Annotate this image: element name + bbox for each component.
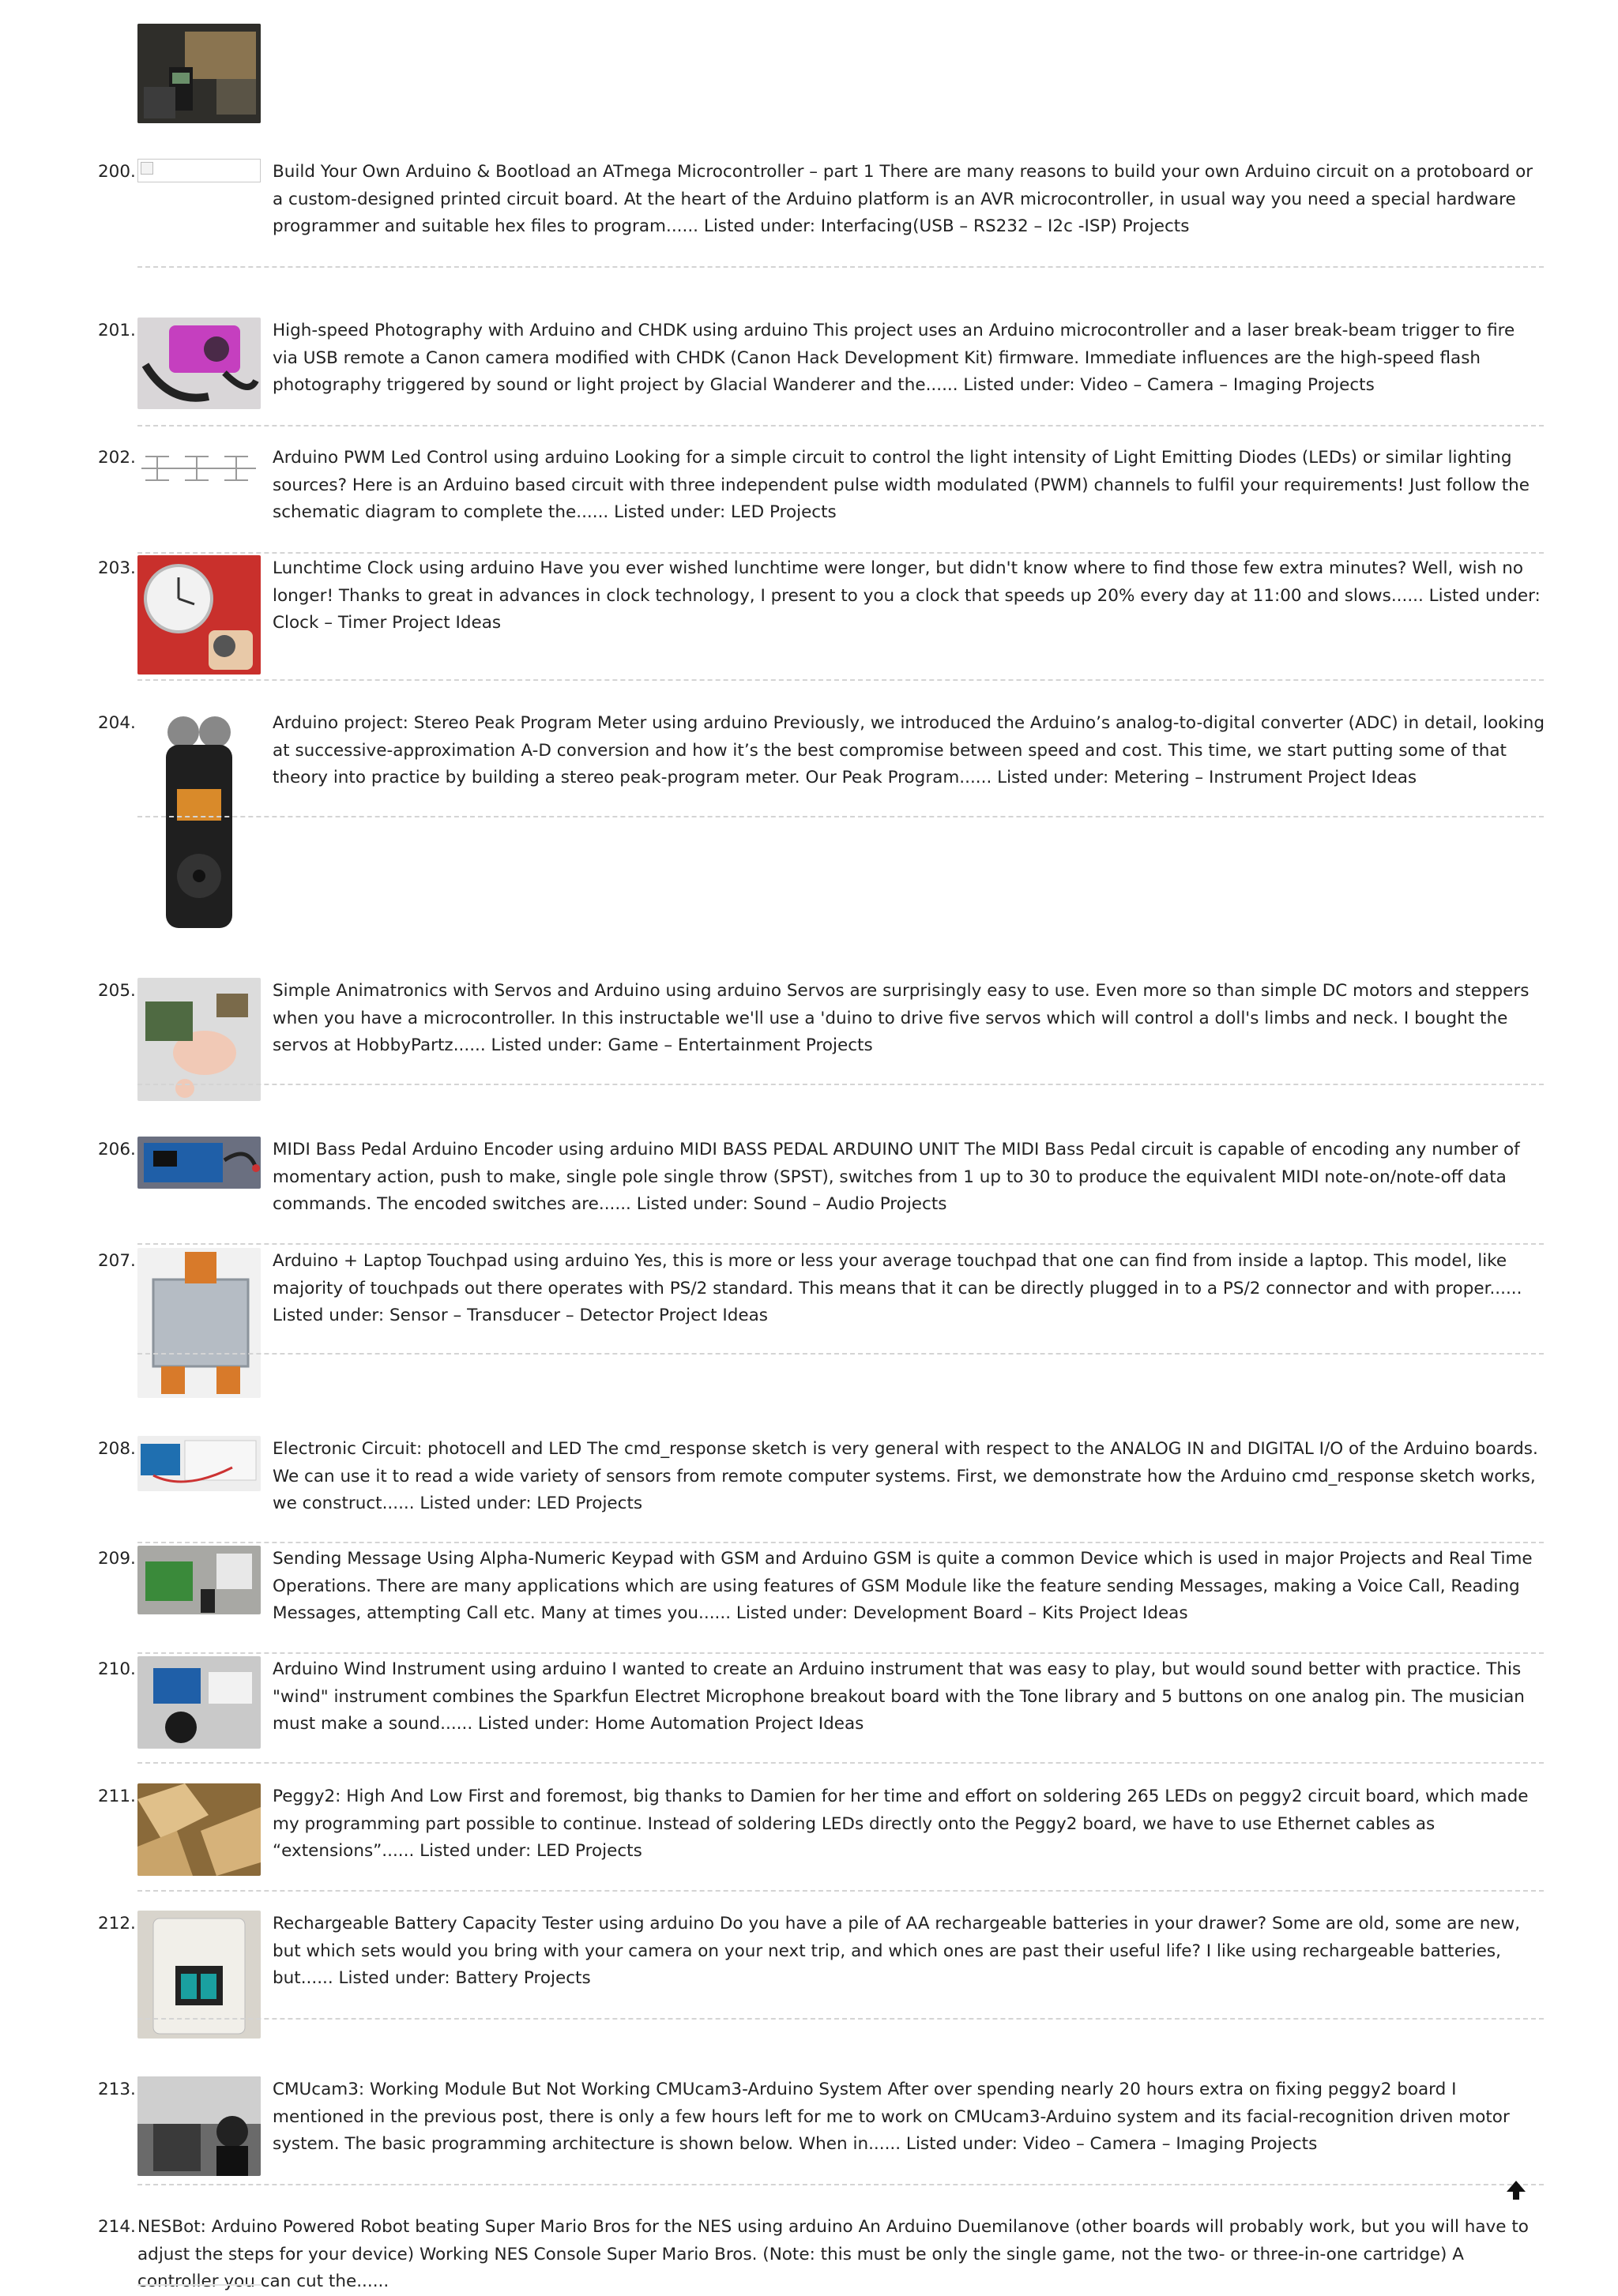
item-number: 203. xyxy=(98,558,136,578)
divider xyxy=(137,266,1544,268)
item-number: 200. xyxy=(98,162,136,182)
item-number: 204. xyxy=(98,713,136,733)
item-description[interactable]: MIDI Bass Pedal Arduino Encoder using arduino MIDI BASS PEDAL ARDUINO UNIT The MIDI Bass Pedal circuit is capable of encoding any number of momentary action, push to make, single pole single throw (SPST), switches from 1 up to 30 to produce the equivalent MIDI note-on/note-off data commands. The encoded switches are...... Listed under: Sound – Audio Projects xyxy=(273,1140,1520,1214)
divider xyxy=(137,2284,261,2286)
divider xyxy=(137,1652,1544,1654)
divider xyxy=(137,1243,1544,1245)
divider xyxy=(137,679,1544,681)
divider xyxy=(137,1890,1544,1892)
item-description[interactable]: Rechargeable Battery Capacity Tester using arduino Do you have a pile of AA rechargeable batteries in your drawer? Some are old, some are new, but which sets would you bring with your camera on your next trip, and which ones are past their useful life? I like using rechargeable batteries, but...... Listed under: Battery Projects xyxy=(273,1914,1521,1988)
divider xyxy=(137,1353,1544,1355)
item-number: 212. xyxy=(98,1914,136,1933)
arrow-up-icon xyxy=(1503,2178,1529,2203)
project-thumbnail[interactable] xyxy=(137,1137,261,1189)
item-description[interactable]: Sending Message Using Alpha-Numeric Keypad with GSM and Arduino GSM is quite a common Device which is used in major Projects and Real Time Operations. There are many applications which are using features of GSM Module like the feature sending Messages, making a Voice Call, Reading Messages, attempting Call etc. Many at times you...... Listed under: Development Board – Kits Project Ideas xyxy=(273,1549,1533,1623)
project-thumbnail[interactable] xyxy=(137,1656,261,1749)
item-description[interactable]: Simple Animatronics with Servos and Arduino using arduino Servos are surprisingly easy to use. Even more so than simple DC motors and steppers when you have a microcontroller. In this instructable we'll use a 'duino to drive five servos which will control a doll's limbs and neck. I bought the servos at HobbyPartz...... Listed under: Game – Entertainment Projects xyxy=(273,981,1530,1055)
item-description[interactable]: CMUcam3: Working Module But Not Working CMUcam3-Arduino System After over spending nearly 20 hours extra on fixing peggy2 board I mentioned in the previous post, there is only a few hours left for me to work on CMUcam3-Arduino system and its facial-recognition driven motor system. The basic programming architecture is shown below. When in...... Listed under: Video – Camera – Imaging Projects xyxy=(273,2080,1510,2154)
back-to-top-button[interactable] xyxy=(1503,2178,1529,2203)
item-description[interactable]: Arduino project: Stereo Peak Program Meter using arduino Previously, we introduced the Arduino’s analog-to-digital converter (ADC) in detail, looking at successive-approximation A-D conversion and how it’s the best compromise between speed and cost. This time, we start putting some of that theory into practice by building a stereo peak-program meter. Our Peak Program...... Listed under: Metering – Instrument Project Ideas xyxy=(273,713,1545,787)
project-thumbnail[interactable] xyxy=(137,710,261,931)
item-number: 214. xyxy=(98,2217,136,2237)
divider xyxy=(137,2018,1544,2020)
item-number: 210. xyxy=(98,1659,136,1679)
divider xyxy=(137,425,1544,427)
project-thumbnail[interactable] xyxy=(137,978,261,1101)
item-number: 208. xyxy=(98,1439,136,1459)
item-number: 207. xyxy=(98,1251,136,1271)
item-description[interactable]: Arduino Wind Instrument using arduino I wanted to create an Arduino instrument that was easy to play, but would sound better with practice. This "wind" instrument combines the Sparkfun Electret Microphone breakout board with the Tone library and 5 buttons on one analog pin. The musician must make a sound...... Listed under: Home Automation Project Ideas xyxy=(273,1659,1525,1734)
project-thumbnail[interactable] xyxy=(137,1783,261,1876)
item-number: 211. xyxy=(98,1787,136,1806)
item-description[interactable]: NESBot: Arduino Powered Robot beating Super Mario Bros for the NES using arduino An Arduino Duemilanove (other boards will probably work, but you will have to adjust the steps for your device) Working NES Console Super Mario Bros. (Note: this must be only the single game, not the two- or three-in-one cartridge) A controller you can cut the...... xyxy=(137,2217,1529,2291)
divider xyxy=(137,2184,1544,2185)
item-description[interactable]: Arduino + Laptop Touchpad using arduino Yes, this is more or less your average touchpad that one can find from inside a laptop. This model, like majority of touchpads out there operates with PS/2 standard. This means that it can be directly plugged in to a PS/2 connector and with proper...... Listed under: Sensor – Transducer – Detector Project Ideas xyxy=(273,1251,1522,1325)
broken-thumbnail-image[interactable] xyxy=(137,159,261,182)
project-thumbnail[interactable] xyxy=(137,24,261,123)
item-description[interactable]: Peggy2: High And Low First and foremost, big thanks to Damien for her time and effort on soldering 265 LEDs on peggy2 circuit board, which made my programming part possible to continue. Instead of soldering LEDs directly onto the Peggy2 board, we have to use Ethernet cables as “extensions”...... Listed under: LED Projects xyxy=(273,1787,1529,1861)
project-thumbnail[interactable] xyxy=(137,2076,261,2176)
divider xyxy=(137,1084,1544,1085)
project-thumbnail[interactable] xyxy=(137,555,261,675)
item-number: 201. xyxy=(98,321,136,340)
divider xyxy=(137,1762,1544,1764)
project-thumbnail[interactable] xyxy=(137,1436,261,1491)
project-thumbnail[interactable] xyxy=(137,1546,261,1614)
project-thumbnail[interactable] xyxy=(137,318,261,409)
item-description[interactable]: Lunchtime Clock using arduino Have you ever wished lunchtime were longer, but didn't know where to find those few extra minutes? Well, wish no longer! Thanks to great in advances in clock technology, I present to you a clock that speeds up 20% every day at 11:00 and slows...... Listed under: Clock – Timer Project Ideas xyxy=(273,558,1541,633)
item-description[interactable]: Build Your Own Arduino & Bootload an ATmega Microcontroller – part 1 There are many reasons to build your own Arduino circuit on a protoboard or a custom-designed printed circuit board. At the heart of the Arduino platform is an AVR microcontroller, in usual way you need a special hardware programmer and suitable hex files to program...... Listed under: Interfacing(USB – RS232 – I2c -ISP) Projects xyxy=(273,162,1533,236)
item-number: 209. xyxy=(98,1549,136,1569)
item-description[interactable]: High-speed Photography with Arduino and CHDK using arduino This project uses an Arduino microcontroller and a laser break-beam trigger to fire via USB remote a Canon camera modified with CHDK (Canon Hack Development Kit) firmware. Immediate influences are the high-speed flash photography triggered by sound or light project by Glacial Wanderer and the...... Listed under: Video – Camera – Imaging Projects xyxy=(273,321,1515,395)
item-number: 213. xyxy=(98,2080,136,2099)
divider xyxy=(137,552,1544,554)
item-description[interactable]: Arduino PWM Led Control using arduino Looking for a simple circuit to control the light intensity of Light Emitting Diodes (LEDs) or similar lighting sources? Here is an Arduino based circuit with three independent pulse width modulated (PWM) channels to fulfil your requirements! Just follow the schematic diagram to complete the...... Listed under: LED Projects xyxy=(273,448,1530,522)
item-description[interactable]: Electronic Circuit: photocell and LED The cmd_response sketch is very general with respect to the ANALOG IN and DIGITAL I/O of the Arduino boards. We can use it to read a wide variety of sensors from remote computer systems. First, we demonstrate how the Arduino cmd_response sketch works, we construct...... Listed under: LED Projects xyxy=(273,1439,1538,1513)
item-number: 202. xyxy=(98,448,136,468)
item-number: 206. xyxy=(98,1140,136,1159)
divider xyxy=(137,1542,1544,1543)
project-thumbnail[interactable] xyxy=(137,445,261,492)
divider xyxy=(137,816,1544,817)
item-number: 205. xyxy=(98,981,136,1001)
project-thumbnail[interactable] xyxy=(137,1248,261,1398)
